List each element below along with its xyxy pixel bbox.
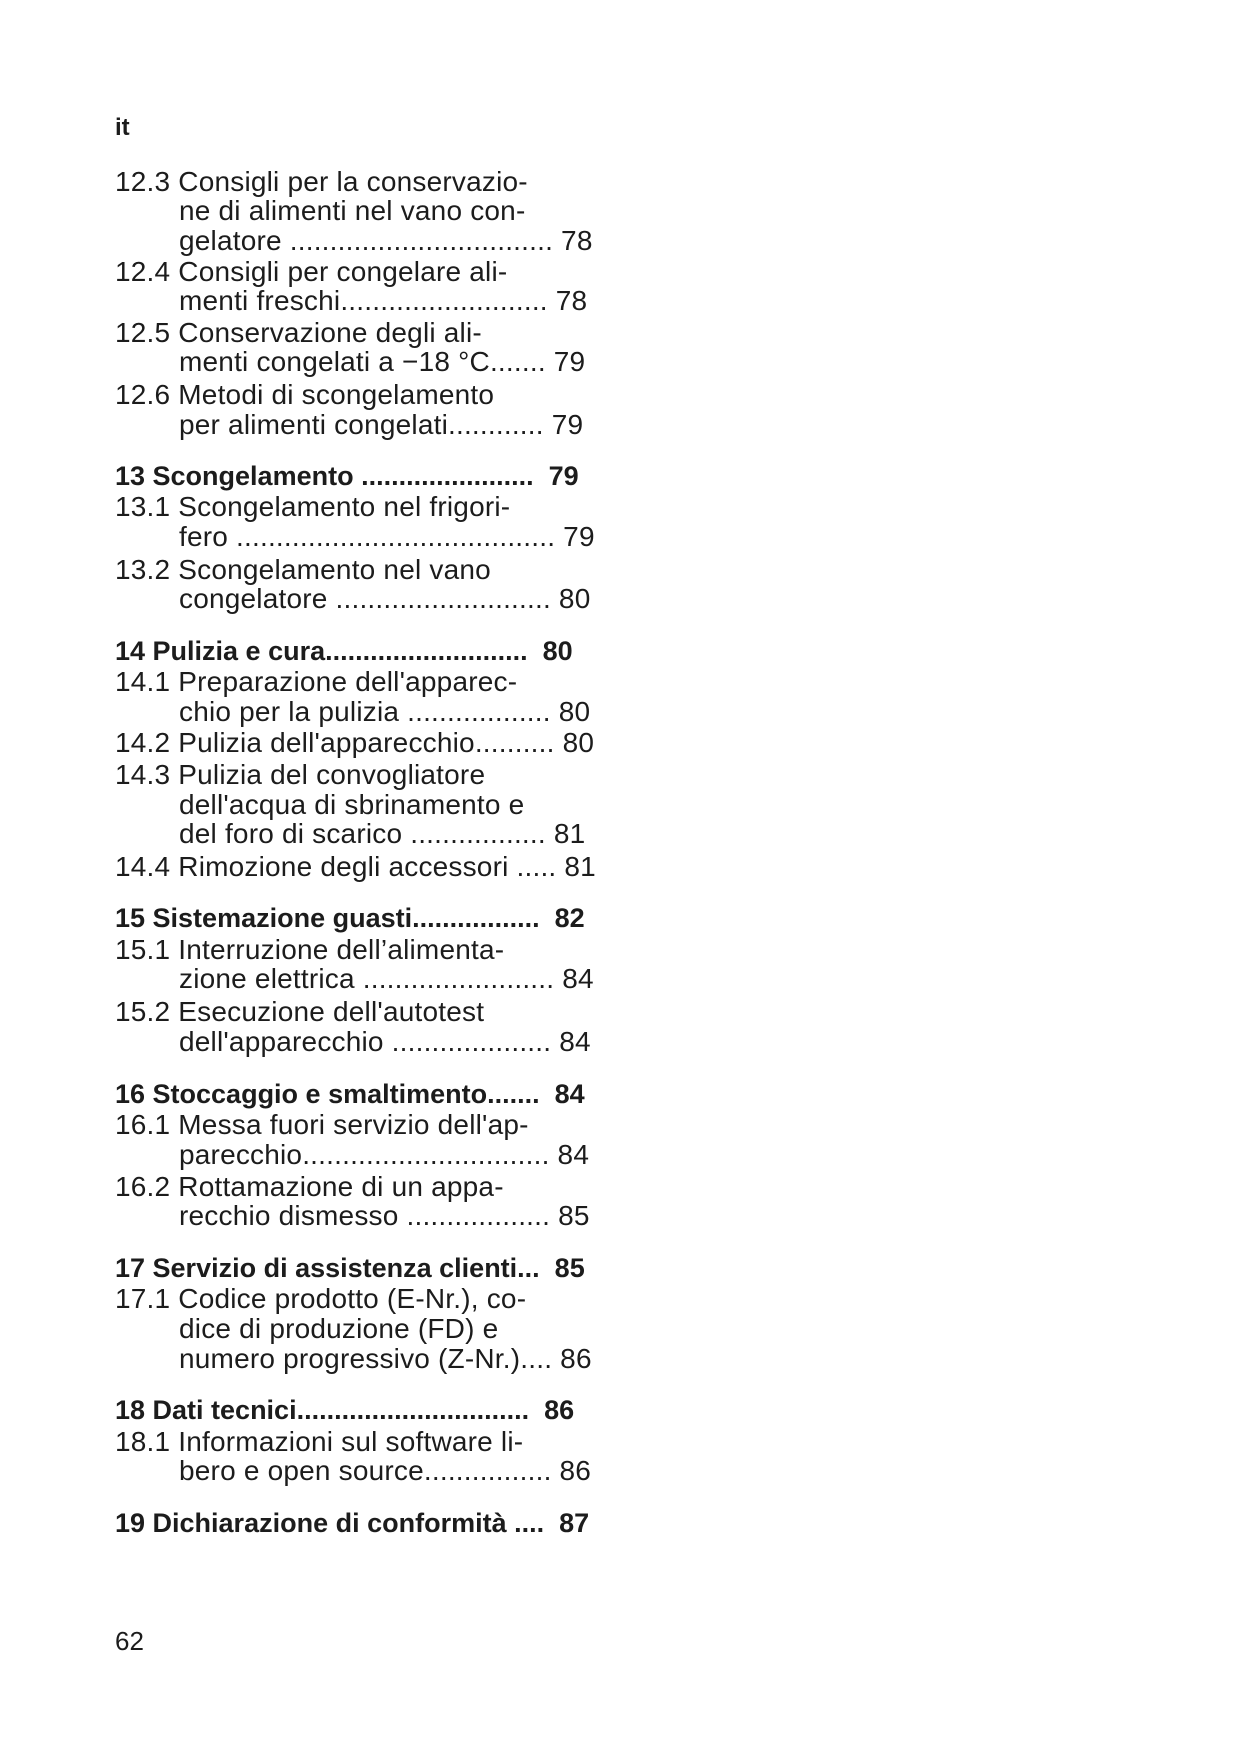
language-label: it (115, 114, 130, 141)
toc-entry-12-4: 12.4 Consigli per congelare ali- (115, 256, 508, 287)
toc-entry-17-1-cont: numero progressivo (Z-Nr.).... 86 (179, 1343, 592, 1374)
toc-entry-12-5-cont: menti congelati a −18 °C....... 79 (179, 346, 586, 377)
toc-entry-12-3: 12.3 Consigli per la conservazio- (115, 166, 528, 197)
toc-heading-13: 13 Scongelamento ....................... 79 (115, 461, 579, 491)
toc-entry-12-6-cont: per alimenti congelati............ 79 (179, 409, 584, 440)
toc-entry-17-1: 17.1 Codice prodotto (E-Nr.), co- (115, 1283, 527, 1314)
toc-entry-16-1-cont: parecchio............................... 84 (179, 1139, 590, 1170)
toc-heading-19: 19 Dichiarazione di conformità .... 87 (115, 1508, 590, 1538)
toc-entry-13-2-cont: congelatore ........................... 80 (179, 583, 591, 614)
toc-heading-14: 14 Pulizia e cura........................... 80 (115, 636, 573, 666)
toc-entry-12-3-cont: gelatore ................................. 78 (179, 225, 593, 256)
toc-entry-13-1: 13.1 Scongelamento nel frigori- (115, 491, 511, 522)
toc-entry-14-3: 14.3 Pulizia del convogliatore (115, 759, 486, 790)
toc-heading-16: 16 Stoccaggio e smaltimento....... 84 (115, 1079, 585, 1109)
toc-entry-12-6: 12.6 Metodi di scongelamento (115, 379, 495, 410)
toc-entry-14-2: 14.2 Pulizia dell'apparecchio.......... 80 (115, 727, 595, 758)
toc-entry-13-2: 13.2 Scongelamento nel vano (115, 554, 491, 585)
toc-heading-18: 18 Dati tecnici............................... 86 (115, 1395, 575, 1425)
toc-entry-16-2: 16.2 Rottamazione di un appa- (115, 1171, 504, 1202)
toc-entry-16-2-cont: recchio dismesso .................. 85 (179, 1200, 590, 1231)
toc-entry-14-1-cont: chio per la pulizia .................. 80 (179, 696, 591, 727)
toc-entry-15-1-cont: zione elettrica ........................ 84 (179, 963, 594, 994)
toc-entry-12-4-cont: menti freschi.......................... 78 (179, 285, 588, 316)
toc-entry-12-5: 12.5 Conservazione degli ali- (115, 317, 482, 348)
toc-entry-16-1: 16.1 Messa fuori servizio dell'ap- (115, 1109, 529, 1140)
toc-entry-14-4: 14.4 Rimozione degli accessori ..... 81 (115, 851, 596, 882)
toc-entry-13-1-cont: fero ........................................ 79 (179, 521, 595, 552)
toc-entry-14-3-cont: dell'acqua di sbrinamento e (179, 789, 525, 820)
toc-entry-15-2: 15.2 Esecuzione dell'autotest (115, 996, 485, 1027)
toc-entry-18-1-cont: bero e open source................ 86 (179, 1455, 592, 1486)
toc-entry-14-3-cont: del foro di scarico ................. 81 (179, 818, 586, 849)
toc-entry-12-3-cont: ne di alimenti nel vano con- (179, 195, 526, 226)
toc-heading-15: 15 Sistemazione guasti................. 82 (115, 903, 585, 933)
toc-entry-18-1: 18.1 Informazioni sul software li- (115, 1426, 524, 1457)
toc-entry-17-1-cont: dice di produzione (FD) e (179, 1313, 499, 1344)
toc-entry-15-2-cont: dell'apparecchio .................... 84 (179, 1026, 591, 1057)
toc-entry-14-1: 14.1 Preparazione dell'apparec- (115, 666, 518, 697)
toc-heading-17: 17 Servizio di assistenza clienti... 85 (115, 1253, 585, 1283)
toc-entry-15-1: 15.1 Interruzione dell’alimenta- (115, 934, 505, 965)
page-number: 62 (115, 1626, 144, 1656)
